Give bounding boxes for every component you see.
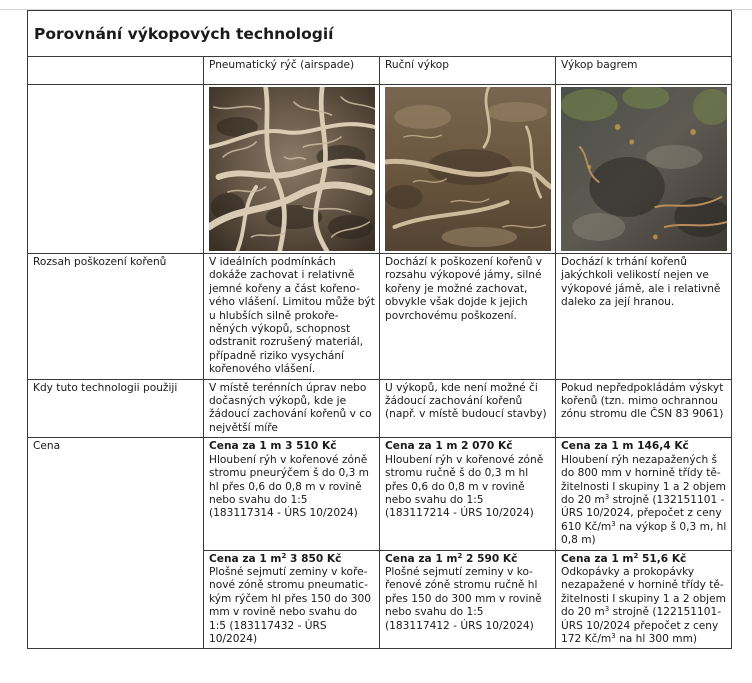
price-description: Hloubení rýh v kořenové zóně stromu ručně š do 0,3 m hl přes 0,6 do 0,8 m v rovině nebo svahu do 1:5 (183117214 - ÚRS 10/2024)	[385, 453, 544, 520]
price-description: Hloubení rýh v kořenové zóně stromu pneurýčem š do 0,3 m hl přes 0,6 do 0,8 m v rovině nebo svahu do 1:5 (183117314 - ÚRS 10/2024)	[209, 453, 369, 520]
price-area-excavator	[556, 550, 732, 649]
roots-airspade-photo	[209, 87, 375, 251]
photo-row-empty	[28, 85, 204, 254]
price-part: Cena za 1 m	[561, 552, 634, 565]
superscript: 2	[457, 551, 463, 560]
photo-cell-excavator	[556, 85, 732, 254]
price-description-part: strojně (122151101- ÚRS 10/2024 přepočet z ceny 172 Kč/m	[561, 606, 722, 645]
price-linear-airspade	[204, 438, 380, 550]
price-part: 51,6 Kč	[638, 552, 687, 565]
price-value	[385, 553, 551, 566]
row-label-damage: Rozsah poškození kořenů	[28, 254, 204, 380]
photo-cell-airspade	[204, 85, 380, 254]
damage-airspade: V ideálních podmínkách dokáže zachovat i relativně jemné kořeny a část kořeno-vého vlášení. Limitou může být u hlubších silně prokoře-něných výkopů, schopnost odstranit rozrušený materiál, případně riziko vysychání kořenového vlášení.	[204, 254, 380, 380]
price-description-part: Hloubení rýh nezapažených š do 800 mm v hornině třídy tě-žitelnosti I skupiny 1 a 2 objem do 20 m	[561, 453, 726, 506]
price-description-part: Odkopávky a prokopávky nezapažené v hornině třídy tě-žitelnosti I skupiny 1 a 2 objem do 20 m	[561, 565, 726, 619]
superscript: 2	[281, 551, 287, 560]
price-linear-hand-dig	[380, 438, 556, 550]
header-airspade: Pneumatický rýč (airspade)	[204, 57, 380, 85]
usage-hand-dig: U výkopů, kde není možné či žádoucí zachování kořenů (např. v místě budoucí stavby)	[380, 379, 556, 438]
price-part: Cena za 1 m	[209, 552, 282, 565]
price-part: 2 590 Kč	[462, 552, 518, 565]
price-area-airspade	[204, 550, 380, 649]
photo-cell-hand-dig	[380, 85, 556, 254]
price-description-part: strojně (132151101 - ÚRS 10/2024, přepočet z ceny 610 Kč/m	[561, 493, 725, 533]
price-part: 3 850 Kč	[286, 552, 342, 565]
price-description: Plošné sejmutí zeminy v ko-řenové zóně stromu ručně hl přes 150 do 300 mm v rovině nebo svahu do 1:5 (183117412 - ÚRS 10/2024)	[385, 565, 542, 632]
superscript: 3	[611, 631, 616, 640]
header-hand-dig: Ruční výkop	[380, 57, 556, 85]
price-linear-excavator	[556, 438, 732, 550]
superscript: 3	[611, 519, 616, 528]
damage-excavator: Dochází k trhání kořenů jakýchkoli velikostí nejen ve výkopové jámě, ale i relativně daleko za její hranou.	[556, 254, 732, 380]
superscript: 3	[604, 605, 610, 614]
superscript: 2	[633, 551, 639, 560]
superscript: 3	[604, 492, 610, 501]
roots-hand-dig-photo	[385, 87, 551, 251]
price-area-hand-dig	[380, 550, 556, 649]
row-label-usage: Kdy tuto technologii použiji	[28, 379, 204, 438]
price-value: Cena za 1 m 3 510 Kč	[209, 440, 337, 453]
price-description: Plošné sejmutí zeminy v koře-nové zóně stromu pneumatic-kým rýčem hl přes 150 do 300 mm v rovině nebo svahu do 1:5 (183117432 - ÚRS 10/2024)	[209, 565, 372, 645]
usage-airspade: V místě terénních úprav nebo dočasných výkopů, kde je žádoucí zachování kořenů v co největší míře	[204, 379, 380, 438]
price-part: Cena za 1 m	[385, 552, 458, 565]
header-excavator: Výkop bagrem	[556, 57, 732, 85]
table-title: Porovnání výkopových technologií	[28, 11, 732, 57]
roots-excavator-photo	[561, 87, 727, 251]
price-description-part: na výkop š 0,3 m, hl 0,8 m)	[561, 520, 727, 547]
comparison-table	[27, 10, 732, 649]
header-empty	[28, 57, 204, 85]
row-label-price: Cena	[28, 438, 204, 649]
price-description-part: na hl 300 mm)	[615, 632, 698, 645]
price-value: Cena za 1 m 146,4 Kč	[561, 440, 689, 453]
price-value: Cena za 1 m 2 070 Kč	[385, 440, 513, 453]
usage-excavator: Pokud nepředpokládám výskyt kořenů (tzn. mimo ochrannou zónu stromu dle ČSN 83 9061)	[556, 379, 732, 438]
price-value	[209, 553, 375, 566]
price-value	[561, 553, 727, 566]
damage-hand-dig: Dochází k poškození kořenů v rozsahu výkopové jámy, silné kořeny je možné zachovat, obvykle však dojde k jejich povrchovému poškození.	[380, 254, 556, 380]
